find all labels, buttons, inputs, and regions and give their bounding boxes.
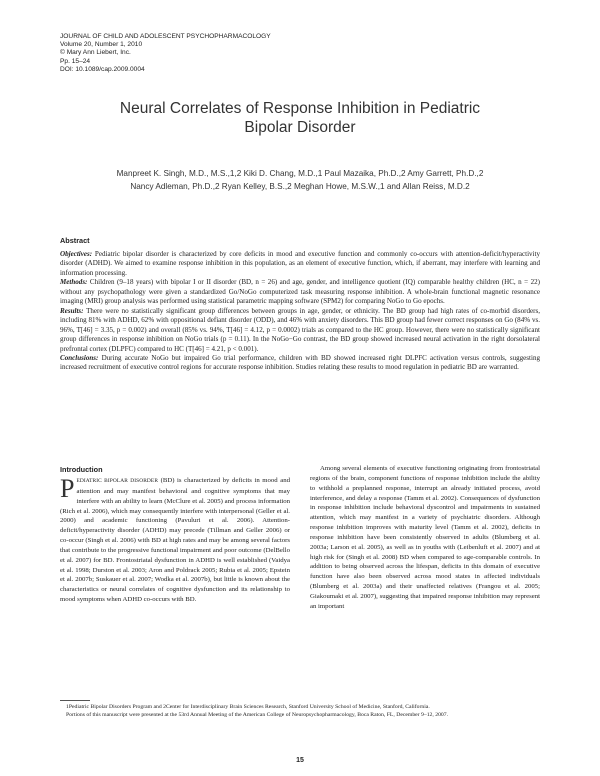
page-number: 15 bbox=[296, 757, 304, 764]
journal-name: JOURNAL OF CHILD AND ADOLESCENT PSYCHOPHARMACOLOGY bbox=[60, 33, 271, 40]
journal-copyright: © Mary Ann Liebert, Inc. bbox=[60, 49, 131, 57]
introduction-paragraph-2: Among several elements of executive functioning originating from frontostriatal regions of the brain, component functions of response inhibition include the ability to withhold a preplanned response, interrupt an already initiated process, avoid interference, and delay a response (Tamm et al. 2002). Consequences of dysfunction in response inhibition include behavioral dyscontrol and impairments in sustained attention, which may manifest in a variety of psychiatric disorders. Although response inhibition improves with maturity level (Tamm et al. 2002), deficits in response inhibition have been consistently observed in adults (Blumberg et al. 2003a; Larson et al. 2005), as well as in youths with (Leibenluft et al. 2007) and at high risk for (Singh et al. 2008) BD when compared to age-comparable controls. In addition to being observed across the lifespan, deficits in this domain of executive function have also been observed across mood states in affected individuals (Blumberg et al. 2003a) and their unaffected relatives (Frangou et al. 2005; Giakoumaki et al. 2007), suggesting that impaired response inhibition may represent an important bbox=[310, 465, 540, 610]
introduction-paragraph-1 bbox=[60, 476, 290, 605]
journal-pages: Pp. 15–24 bbox=[60, 57, 91, 65]
journal-doi: DOI: 10.1089/cap.2009.0004 bbox=[60, 65, 145, 73]
footnote-affiliation: 1Pediatric Bipolar Disorders Program and 2Center for Interdisciplinary Brain Sciences Research, Stanford University School of Medicine, Stanford, California. bbox=[66, 704, 430, 710]
objectives-label: Objectives: bbox=[60, 250, 93, 258]
authors-line-1: Manpreet K. Singh, M.D., M.S.,1,2 Kiki D. Chang, M.D.,1 Paul Mazaika, Ph.D.,2 Amy Garrett, Ph.D.,2 bbox=[116, 169, 484, 178]
article-title bbox=[60, 99, 540, 137]
objectives-text: Pediatric bipolar disorder is characterized by core deficits in mood and executive function and commonly co-occurs with attention-deficit/hyperactivity disorder (ADHD). We aimed to examine response inhibition in this population, as an element of executive function, which, if aberrant, may interfere with learning and information processing. bbox=[60, 250, 540, 277]
abstract-objectives bbox=[60, 250, 540, 278]
footnote-presentation: Portions of this manuscript were presented at the 53rd Annual Meeting of the American College of Neuropsychopharmacology, Boca Raton, FL, December 9–12, 2007. bbox=[66, 711, 449, 718]
abstract-body bbox=[60, 250, 540, 373]
smallcaps-lead: EDIATRIC BIPOLAR DISORDER bbox=[76, 478, 159, 484]
drop-cap: P bbox=[60, 474, 75, 503]
results-text: There were no statistically significant group differences between groups in age, gender, or ethnicity. The BD group had high rates of co-morbid disorders, including 81% with ADHD, 62% with oppositional defiant disorder (ODD), and 46% with anxiety disorders. This BD group had fewer correct responses on Go (84% vs. 96%, T[46] = 3.35, p = 0.002) and overall (85% vs. 94%, T[46] = 4.12, p = 0.0002) trials as compared to the HC group. However, there were no statistically significant group differences in response inhibition on NoGo trials (p = 0.11). In the NoGo−Go contrast, the BD group showed increased neural activation in the right dorsolateral prefrontal cortex (DLPFC) compared to HC (T[46] = 4.21, p < 0.001). bbox=[60, 306, 540, 353]
conclusions-text: During accurate NoGo but impaired Go trial performance, children with BD showed increased right DLPFC activation versus controls, suggesting increased recruitment of executive control regions for accurate response inhibition. Studies relating these results to mood regulation in pediatric BD are warranted. bbox=[60, 353, 540, 372]
journal-volume: Volume 20, Number 1, 2010 bbox=[60, 41, 143, 49]
footnote-rule bbox=[60, 700, 90, 701]
title-line-2: Bipolar Disorder bbox=[244, 119, 356, 136]
introduction-left-column bbox=[60, 476, 290, 605]
paragraph-1-text: (BD) is characterized by deficits in mood and attention and may manifest behavioral and cognitive symptoms that may interfere with an ability to learn (McClure et al. 2005) and process information (Rich et al. 2006), which may consequently interfere with interpersonal (Geller et al. 2000) and academic functioning (Pavuluri et al. 2006). Attention-deficit/hyperactivity disorder (ADHD) may precede (Tillman and Geller 2006) or co-occur (Singh et al. 2006) with BD at high rates and may be among several factors that contribute to the progressive functional impairment and poor outcome (DelBello et al. 2007) for BD. Frontostriatal dysfunction in ADHD is well established (Vaidya et al. 1998; Durston et al. 2003; Aron and Poldrack 2005; Rubia et al. 2005; Epstein et al. 2007b; Suskauer et al. 2007; Wodka et al. 2007b), but little is known about the characteristics or neural correlates of cognitive dysfunction and its relationship to mood symptoms when ADHD co-occurs with BD. bbox=[60, 477, 290, 604]
abstract-methods bbox=[60, 278, 540, 306]
results-label: Results: bbox=[60, 306, 84, 315]
abstract-results bbox=[60, 307, 540, 354]
title-line-1: Neural Correlates of Response Inhibition in Pediatric bbox=[119, 100, 481, 117]
journal-header bbox=[60, 33, 360, 74]
abstract-conclusions bbox=[60, 354, 540, 373]
abstract-heading: Abstract bbox=[60, 236, 90, 245]
methods-text: Children (9–18 years) with bipolar I or II disorder (BD, n = 26) and age, gender, and intelligence quotient (IQ) comparable healthy children (HC, n = 22) without any psychopathology were given a standardized Go/NoGo computerized task measuring response inhibition. A whole-brain functional magnetic resonance imaging (MRI) group analysis was performed using statistical parametric mapping software (SPM2) for comparing NoGo to Go epochs. bbox=[60, 278, 540, 306]
conclusions-label: Conclusions: bbox=[60, 353, 99, 362]
methods-label: Methods: bbox=[60, 278, 88, 287]
author-list bbox=[60, 168, 540, 193]
introduction-right-column bbox=[310, 464, 540, 612]
introduction-heading: Introduction bbox=[60, 465, 103, 474]
footnotes bbox=[60, 704, 540, 719]
authors-line-2: Nancy Adleman, Ph.D.,2 Ryan Kelley, B.S.,2 Meghan Howe, M.S.W.,1 and Allan Reiss, M.D.2 bbox=[130, 181, 470, 191]
